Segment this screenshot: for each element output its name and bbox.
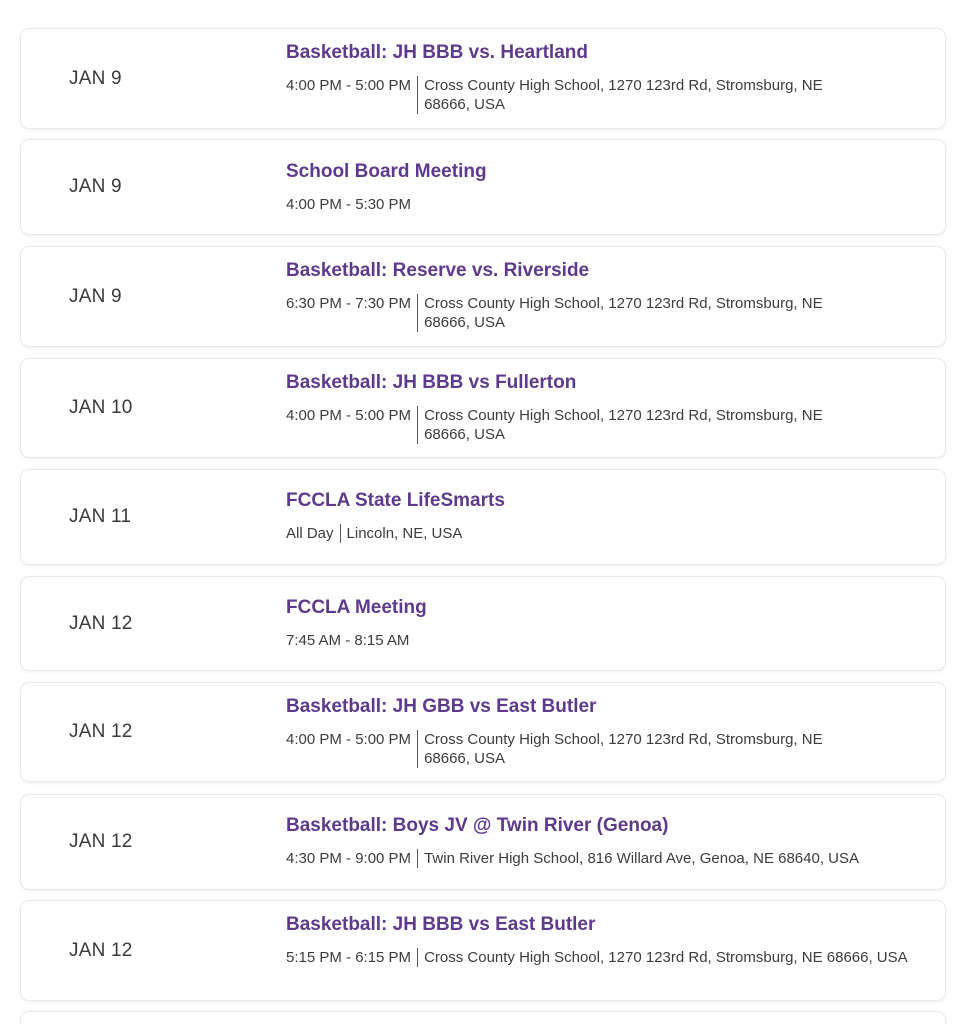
event-card-partial[interactable] — [20, 1011, 946, 1024]
meta-separator — [417, 406, 418, 444]
event-time: 6:30 PM - 7:30 PM — [286, 295, 412, 312]
event-card[interactable] — [20, 682, 946, 782]
event-meta — [286, 948, 921, 967]
event-meta — [286, 631, 921, 650]
event-time: 4:00 PM - 5:30 PM — [286, 196, 412, 213]
event-title-link[interactable]: Basketball: Boys JV @ Twin River (Genoa) — [286, 815, 669, 836]
event-date: JAN 12 — [69, 939, 133, 961]
event-date: JAN 9 — [69, 176, 122, 197]
event-meta — [286, 406, 921, 444]
event-meta — [286, 195, 921, 214]
event-time: 5:15 PM - 6:15 PM — [286, 949, 412, 966]
event-info — [286, 596, 921, 650]
event-card[interactable] — [20, 469, 946, 565]
event-meta — [286, 524, 921, 543]
event-date: JAN 9 — [69, 285, 122, 307]
event-title-link[interactable]: Basketball: JH GBB vs East Butler — [286, 696, 597, 717]
event-meta — [286, 730, 921, 768]
event-date: JAN 10 — [69, 397, 133, 418]
event-card[interactable] — [20, 794, 946, 890]
event-date: JAN 9 — [69, 67, 122, 89]
event-meta — [286, 76, 921, 114]
event-title-link[interactable]: Basketball: JH BBB vs Fullerton — [286, 372, 577, 393]
event-time: 4:00 PM - 5:00 PM — [286, 731, 412, 748]
event-location: Cross County High School, 1270 123rd Rd, Stromsburg, NE 68666, USA — [424, 407, 823, 443]
event-time: 4:00 PM - 5:00 PM — [286, 407, 412, 424]
event-title-link[interactable]: FCCLA Meeting — [286, 597, 427, 618]
meta-separator — [417, 948, 418, 967]
event-time: All Day — [286, 525, 334, 542]
event-card[interactable] — [20, 28, 946, 129]
event-card[interactable] — [20, 358, 946, 458]
event-card[interactable] — [20, 576, 946, 671]
event-meta — [286, 849, 921, 868]
event-date: JAN 12 — [69, 831, 133, 852]
event-info — [286, 695, 921, 768]
meta-separator — [340, 524, 341, 543]
event-info — [286, 160, 921, 214]
event-title-link[interactable]: Basketball: JH BBB vs East Butler — [286, 914, 596, 935]
meta-separator — [417, 76, 418, 114]
event-card[interactable] — [20, 139, 946, 235]
event-time: 4:00 PM - 5:00 PM — [286, 77, 412, 94]
event-meta — [286, 294, 921, 332]
event-location: Lincoln, NE, USA — [346, 525, 463, 542]
event-location: Cross County High School, 1270 123rd Rd, Stromsburg, NE 68666, USA — [424, 949, 908, 966]
meta-separator — [417, 730, 418, 768]
meta-separator — [417, 849, 418, 868]
event-card[interactable] — [20, 246, 946, 347]
event-info — [286, 814, 921, 868]
event-date: JAN 11 — [69, 506, 132, 527]
event-title-link[interactable]: School Board Meeting — [286, 161, 487, 182]
event-date: JAN 12 — [69, 612, 133, 634]
event-info — [286, 259, 921, 332]
event-info — [286, 371, 921, 444]
event-card[interactable] — [20, 900, 946, 1001]
event-info — [286, 41, 921, 114]
event-title-link[interactable]: FCCLA State LifeSmarts — [286, 490, 505, 511]
event-title-link[interactable]: Basketball: Reserve vs. Riverside — [286, 260, 590, 281]
event-location: Cross County High School, 1270 123rd Rd, Stromsburg, NE 68666, USA — [424, 77, 823, 113]
event-location: Cross County High School, 1270 123rd Rd, Stromsburg, NE 68666, USA — [424, 731, 823, 767]
event-info — [286, 913, 921, 967]
event-location: Twin River High School, 816 Willard Ave, Genoa, NE 68640, USA — [424, 850, 860, 867]
meta-separator — [417, 294, 418, 332]
event-info — [286, 489, 921, 543]
event-location: Cross County High School, 1270 123rd Rd, Stromsburg, NE 68666, USA — [424, 295, 823, 331]
event-title-link[interactable]: Basketball: JH BBB vs. Heartland — [286, 42, 588, 63]
event-time: 4:30 PM - 9:00 PM — [286, 850, 412, 867]
event-date: JAN 12 — [69, 721, 133, 742]
event-time: 7:45 AM - 8:15 AM — [286, 632, 410, 649]
